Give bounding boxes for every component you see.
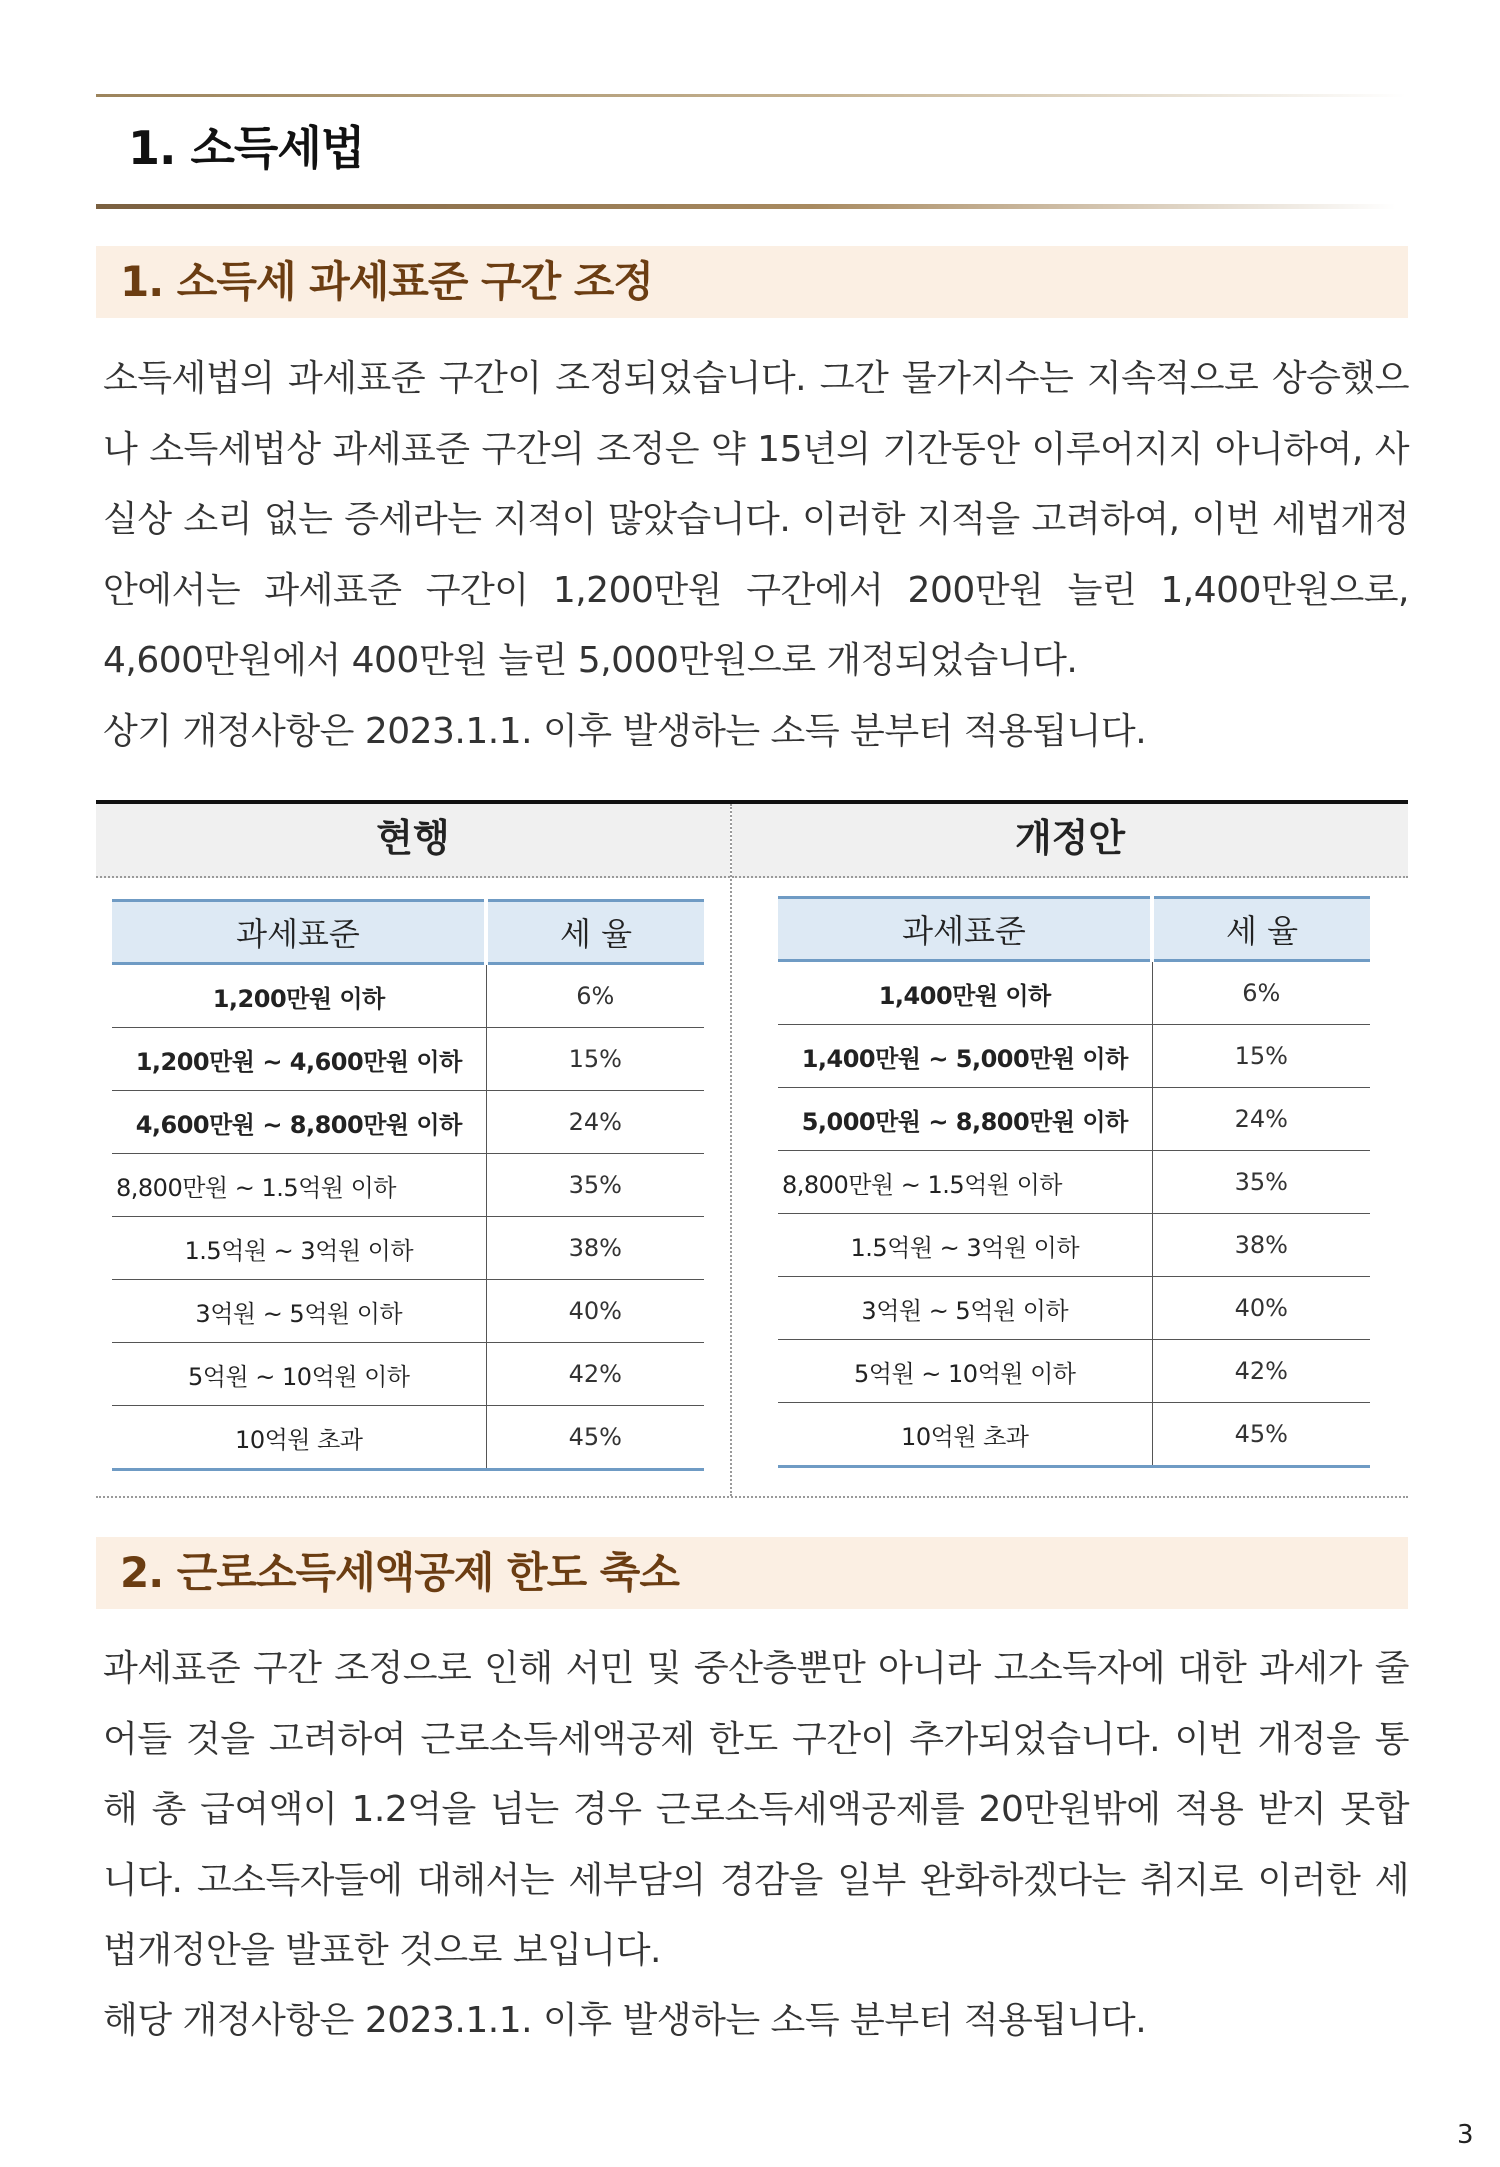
chapter-underline	[96, 204, 1396, 209]
tax-base-cell: 5억원 ~ 10억원 이하	[112, 1343, 486, 1406]
column-header-tax-rate: 세 율	[1152, 898, 1370, 961]
section1-header	[96, 246, 1408, 318]
tax-base-cell: 1,400만원 ~ 5,000만원 이하	[778, 1025, 1152, 1088]
current-rate-table	[112, 899, 704, 1471]
tax-rate-cell: 45%	[568, 1423, 622, 1451]
tax-rate-cell: 6%	[1152, 961, 1370, 1025]
tax-base-cell: 4,600만원 ~ 8,800만원 이하	[112, 1091, 486, 1154]
table-row	[112, 1154, 704, 1217]
table-row	[112, 1217, 704, 1280]
table-row	[778, 1340, 1370, 1403]
table-row	[778, 1214, 1370, 1277]
tax-base-cell: 1.5억원 ~ 3억원 이하	[112, 1217, 486, 1280]
table-row	[112, 1406, 704, 1470]
column-header-tax-base: 과세표준	[112, 901, 486, 964]
tax-base-cell: 10억원 초과	[778, 1403, 1152, 1467]
tax-rate-cell: 42%	[1152, 1340, 1370, 1403]
tax-base-cell: 1,200만원 ~ 4,600만원 이하	[112, 1028, 486, 1091]
table-row	[778, 1403, 1370, 1467]
table-row	[778, 961, 1370, 1025]
table-row	[778, 1025, 1370, 1088]
chapter-title: 1. 소득세법	[128, 121, 365, 175]
section2-note: 해당 개정사항은 2023.1.1. 이후 발생하는 소득 분부터 적용됩니다.	[103, 2000, 1147, 2041]
tax-base-cell: 10억원 초과	[112, 1406, 486, 1470]
tax-rate-cell: 42%	[486, 1343, 704, 1406]
tax-base-cell: 1,400만원 이하	[778, 961, 1152, 1025]
table-row	[778, 1151, 1370, 1214]
tax-rate-cell: 24%	[1152, 1088, 1370, 1151]
tax-rate-cell: 15%	[1152, 1025, 1370, 1088]
tax-rate-cell: 15%	[486, 1028, 704, 1091]
top-decorative-rule	[96, 94, 1406, 97]
current-heading: 현행	[96, 804, 730, 878]
section2-paragraph: 과세표준 구간 조정으로 인해 서민 및 중산층뿐만 아니라 고소득자에 대한 과세가 줄어들 것을 고려하여 근로소득세액공제 한도 구간이 추가되었습니다. 이번 개정을 통해 총 급여액이 1.2억을 넘는 경우 근로소득세액공제를 20만원밖에 적용 받지 못합니다. 고소득자들에 대해서는 세부담의 경감을 일부 완화하겠다는 취지로 이러한 세법개정안을 발표한 것으로 보입니다.	[103, 1648, 1409, 1971]
table-header-row	[778, 898, 1370, 961]
tax-rate-cell: 24%	[486, 1091, 704, 1154]
tax-rate-comparison	[96, 800, 1408, 1498]
tax-base-cell: 5,000만원 ~ 8,800만원 이하	[778, 1088, 1152, 1151]
tax-rate-cell: 6%	[486, 964, 704, 1028]
proposed-rate-table	[778, 896, 1370, 1468]
tax-base-cell: 5억원 ~ 10억원 이하	[778, 1340, 1152, 1403]
tax-base-cell: 3억원 ~ 5억원 이하	[112, 1280, 486, 1343]
tax-base-cell: 3억원 ~ 5억원 이하	[778, 1277, 1152, 1340]
tax-rate-cell: 40%	[1152, 1277, 1370, 1340]
table-row	[112, 964, 704, 1028]
tax-rate-cell: 38%	[1152, 1214, 1370, 1277]
proposed-heading: 개정안	[732, 804, 1408, 878]
table-row	[778, 1277, 1370, 1340]
table-row	[112, 1280, 704, 1343]
tax-rate-cell: 35%	[1152, 1151, 1370, 1214]
table-row	[112, 1028, 704, 1091]
tax-rate-cell: 35%	[486, 1154, 704, 1217]
section1-title: 1. 소득세 과세표준 구간 조정	[120, 257, 653, 306]
tax-base-cell: 8,800만원 ~ 1.5억원 이하	[112, 1154, 486, 1217]
section1-paragraph: 소득세법의 과세표준 구간이 조정되었습니다. 그간 물가지수는 지속적으로 상승했으나 소득세법상 과세표준 구간의 조정은 약 15년의 기간동안 이루어지지 아니하여, 사실상 소리 없는 증세라는 지적이 많았습니다. 이러한 지적을 고려하여, 이번 세법개정안에서는 과세표준 구간이 1,200만원 구간에서 200만원 늘린 1,400만원으로, 4,600만원에서 400만원 늘린 5,000만원으로 개정되었습니다.	[103, 358, 1409, 681]
column-header-tax-rate: 세 율	[486, 901, 704, 964]
section1-note: 상기 개정사항은 2023.1.1. 이후 발생하는 소득 분부터 적용됩니다.	[103, 711, 1147, 752]
tax-rate-cell: 40%	[486, 1280, 704, 1343]
tax-base-cell: 1.5억원 ~ 3억원 이하	[778, 1214, 1152, 1277]
comparison-divider	[730, 804, 732, 1496]
tax-rate-cell: 38%	[486, 1217, 704, 1280]
section2-header	[96, 1537, 1408, 1609]
tax-rate-cell: 45%	[1234, 1420, 1288, 1448]
table-header-row	[112, 901, 704, 964]
table-row	[112, 1343, 704, 1406]
tax-base-cell: 1,200만원 이하	[112, 964, 486, 1028]
table-row	[112, 1091, 704, 1154]
column-header-tax-base: 과세표준	[778, 898, 1152, 961]
page-number: 3	[1457, 2120, 1474, 2150]
section2-title: 2. 근로소득세액공제 한도 축소	[120, 1548, 679, 1597]
tax-base-cell: 8,800만원 ~ 1.5억원 이하	[778, 1151, 1152, 1214]
table-row	[778, 1088, 1370, 1151]
